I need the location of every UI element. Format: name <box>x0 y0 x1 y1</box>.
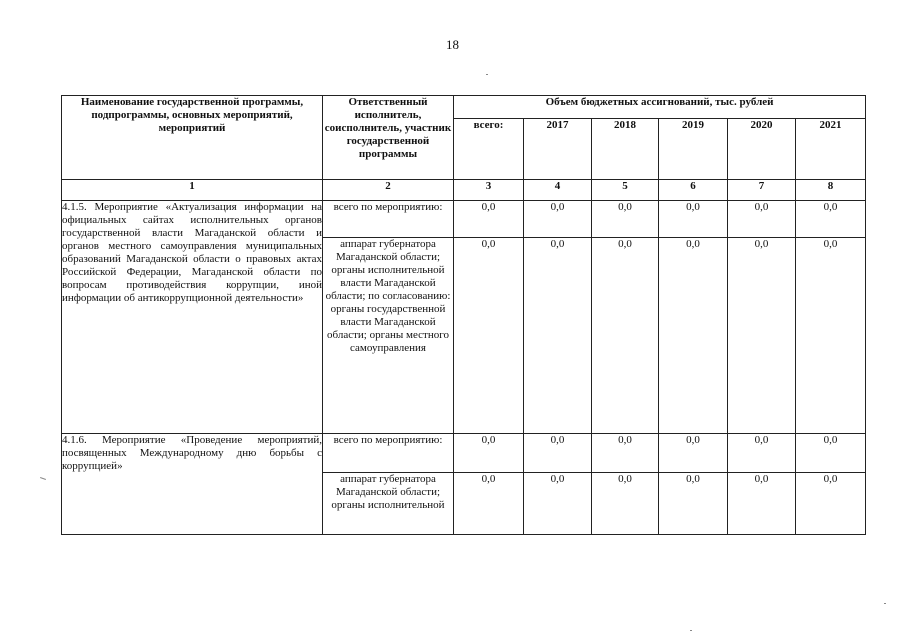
scan-speck <box>486 74 488 75</box>
value-2019: 0,0 <box>659 238 728 434</box>
header-budget: Объем бюджетных ассигнований, тыс. рублей <box>454 96 866 119</box>
column-number: 8 <box>796 180 866 201</box>
value-2017: 0,0 <box>524 201 592 238</box>
column-number: 5 <box>592 180 659 201</box>
value-2021: 0,0 <box>796 201 866 238</box>
column-number: 4 <box>524 180 592 201</box>
header-year-2019: 2019 <box>659 119 728 180</box>
value-2017: 0,0 <box>524 434 592 473</box>
executor: аппарат губернатора Магаданской области; органы исполнительной власти Магаданской области; по согласованию: органы государственной власти Магаданской области; органы местного самоуправления <box>323 238 454 434</box>
value-2021: 0,0 <box>796 434 866 473</box>
header-name: Наименование государственной программы, подпрограммы, основных мероприятий, мероприятий <box>62 96 323 180</box>
value-total: 0,0 <box>454 201 524 238</box>
header-year-2018: 2018 <box>592 119 659 180</box>
value-2020: 0,0 <box>728 434 796 473</box>
value-2019: 0,0 <box>659 201 728 238</box>
page-number: 18 <box>446 37 459 52</box>
header-year-2021: 2021 <box>796 119 866 180</box>
header-year-2017: 2017 <box>524 119 592 180</box>
header-year-2020: 2020 <box>728 119 796 180</box>
scan-speck <box>690 630 692 631</box>
value-2019: 0,0 <box>659 473 728 535</box>
column-number: 3 <box>454 180 524 201</box>
value-total: 0,0 <box>454 434 524 473</box>
value-2017: 0,0 <box>524 473 592 535</box>
value-2020: 0,0 <box>728 238 796 434</box>
event-name: 4.1.5. Мероприятие «Актуализация информации на официальных сайтах исполнительных органов государственной власти Магаданской области и органов местного самоуправления муниципальных образований Магаданской области о правовых актах Российской Федерации, Магаданской области по вопросам противодействия коррупции, иной информации об антикоррупционной деятельности» <box>62 201 323 434</box>
table-row <box>62 434 866 473</box>
executor: аппарат губернатора Магаданской области; органы исполнительной <box>323 473 454 535</box>
scan-speck <box>40 477 46 480</box>
table-row <box>62 201 866 238</box>
event-name: 4.1.6. Мероприятие «Проведение мероприятий, посвященных Международному дню борьбы с коррупцией» <box>62 434 323 535</box>
value-2017: 0,0 <box>524 238 592 434</box>
column-number: 1 <box>62 180 323 201</box>
column-number: 6 <box>659 180 728 201</box>
value-2020: 0,0 <box>728 473 796 535</box>
summary-label: всего по мероприятию: <box>323 434 454 473</box>
value-2019: 0,0 <box>659 434 728 473</box>
column-numbers-row <box>62 180 866 201</box>
scan-speck <box>884 603 886 604</box>
value-2021: 0,0 <box>796 473 866 535</box>
value-2021: 0,0 <box>796 238 866 434</box>
column-number: 2 <box>323 180 454 201</box>
value-total: 0,0 <box>454 473 524 535</box>
summary-label: всего по мероприятию: <box>323 201 454 238</box>
column-number: 7 <box>728 180 796 201</box>
value-2020: 0,0 <box>728 201 796 238</box>
value-2018: 0,0 <box>592 201 659 238</box>
budget-table <box>61 95 866 535</box>
header-row-1 <box>62 96 866 119</box>
value-total: 0,0 <box>454 238 524 434</box>
header-total: всего: <box>454 119 524 180</box>
value-2018: 0,0 <box>592 473 659 535</box>
value-2018: 0,0 <box>592 238 659 434</box>
value-2018: 0,0 <box>592 434 659 473</box>
header-responsible: Ответственный исполнитель, соисполнитель, участник государственной программы <box>323 96 454 180</box>
